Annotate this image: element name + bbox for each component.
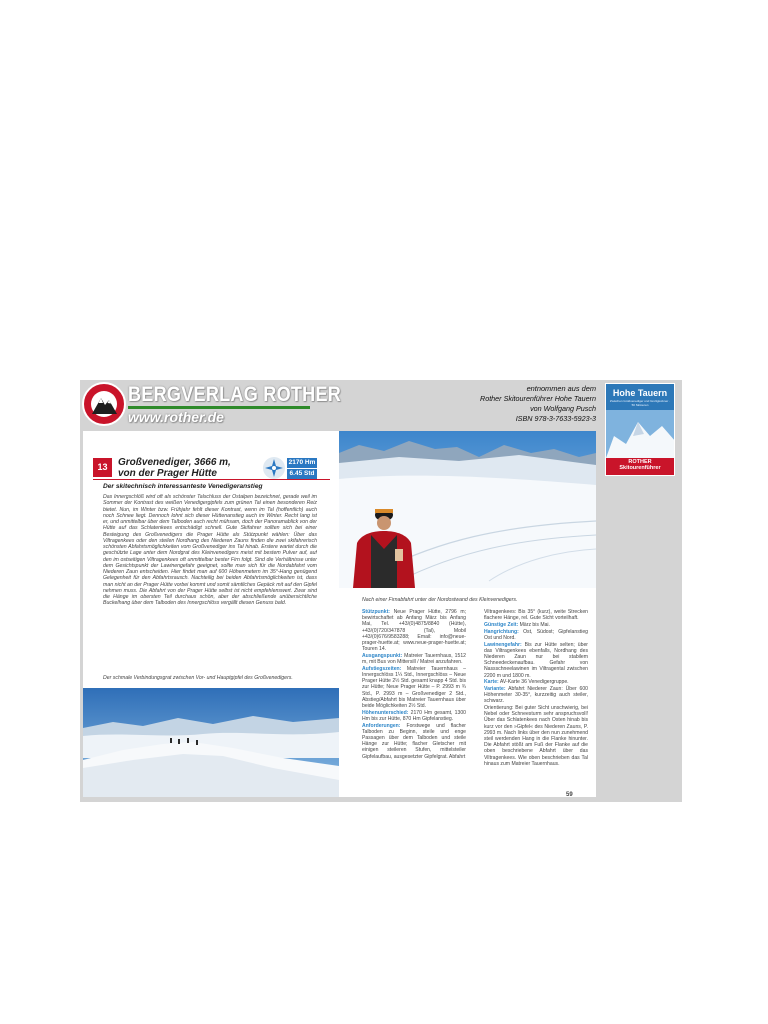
fact-entry <box>484 642 588 679</box>
source-line: Rother Skitourenführer Hohe Tauern <box>480 394 596 403</box>
photo-caption: Nach einer Firnabfahrt unter der Nordostwand des Kleinvenedigers. <box>362 597 518 603</box>
fact-entry <box>484 609 588 621</box>
fact-text: Ost, Südost; Gipfelanstieg Ost und Nord. <box>484 628 588 641</box>
tour-title-line: Großvenediger, 3666 m, <box>118 457 231 468</box>
fact-text: März bis Mai. <box>519 621 550 628</box>
photo-caption: Der schmale Verbindungsgrat zwischen Vor- und Hauptgipfel des Großvenedigers. <box>103 675 293 681</box>
fact-entry <box>362 723 466 760</box>
fact-text: Orientierung: Bei guter Sicht unschwierig, bei Nebel oder Schneesturm sehr anspruchsvoll! Über das Schlatenkees nach Osten hinab bis kurz vor den »Gipfel« des Niederen Zauns, P. 2993 m. Nach links über den nun zunehmend steil werdenden Hang in die Flanke hinunter. Die Abfahrt stößt am Fuß der Flanke auf die oben beschriebene Abfahrt über das Viltragenkees. Wie oben beschrieben das Tal hinaus zum Matreier Tauernhaus. <box>484 705 588 767</box>
fact-label: Günstige Zeit: <box>484 621 519 628</box>
rother-logo-icon <box>82 382 126 426</box>
fact-text: Viltragenkees: Bis 35° (kurz), weite Strecken flachere Hänge, rel. Gute Sicht vorteilhaft. <box>484 609 588 622</box>
tour-subtitle: Der skitechnisch interessanteste Venedigeranstieg <box>103 483 263 490</box>
fact-entry <box>484 679 588 685</box>
ascent-badge: 2170 Hm <box>288 459 316 466</box>
source-line: entnommen aus dem <box>526 384 596 393</box>
fact-label: Höhenunterschied: <box>362 709 409 716</box>
fact-entry <box>362 653 466 665</box>
tour-number: 13 <box>93 458 112 477</box>
book-cover[interactable] <box>605 383 675 476</box>
cover-brand-name: ROTHER <box>628 459 652 465</box>
fact-text: Bis zur Hütte selten; über das Viltragenkees ebenfalls, Nordhang des Niederen Zaun nur bei stabilem Schneedeckenaufbau. Gefahr von Nassschneelawinen im Viltragental zwischen 2200 m und 1800 m. <box>484 641 588 679</box>
fact-label: Ausgangspunkt: <box>362 652 403 659</box>
brand-name: BERGVERLAG ROTHER <box>128 383 342 406</box>
cover-series: Skitourenführer <box>619 465 661 471</box>
fact-entry <box>362 710 466 722</box>
fact-entry <box>484 705 588 767</box>
fact-label: Stützpunkt: <box>362 609 391 615</box>
ridge-photo <box>83 688 339 797</box>
fact-entry <box>362 609 466 652</box>
fact-label: Variante: <box>484 685 506 692</box>
tour-title-line: von der Prager Hütte <box>118 468 217 479</box>
fact-entry <box>484 686 588 705</box>
source-note <box>480 384 596 424</box>
source-line: ISBN 978-3-7633-5923-3 <box>515 414 596 423</box>
fact-label: Anforderungen: <box>362 722 401 729</box>
fact-label: Karte: <box>484 679 499 686</box>
fact-text: Abfahrt Niederer Zaun: Über 600 Höhenmeter 30-35°, kurzzeitig auch steiler, schwarz. <box>484 685 588 705</box>
fact-label: Hangrichtung: <box>484 628 519 635</box>
fact-entry <box>484 622 588 628</box>
fact-text: Forstwege und flacher Talboden zu Beginn, steile und enge Passagen über dem Talboden und steile Hänge zur Hütte; flacher Gletscher mit einigen steileren Stufen, mittelsteiler Gipfelaufbau, ausgesetzter Gipfelgrat. Abfahrt <box>362 722 466 760</box>
facts-column-2 <box>484 609 588 797</box>
fact-text: Neue Prager Hütte, 2796 m; bewirtschaftet ab Anfang März bis Anfang Mai, Tel. +43/(0)4875/8840 (Hütte), +43/(0)720/347878 (Tal), Mobil +43/(0)676/9583288; Email: info@neue-prager-huette.at; www.neue-prager-huette.at; Touren 14. <box>362 609 466 653</box>
intro-text <box>103 494 317 662</box>
tour-title <box>118 457 231 479</box>
fact-text: Matreier Tauernhaus – Innergschlöss 1¼ Std., Innergschlöss – Neue Prager Hütte 2½ Std. gesamt knapp 4 Std. bis zur Hütte; Neue Prager Hütte – P. 2993 m ¾ Std., P. 2993 m – Großvenediger 2 Std., Abstieg/Abfahrt bis Matreier Tauernhaus über beide Möglichkeiten 2½ Std. <box>362 665 466 710</box>
intro-paragraph: Das Innergschlöß wird oft als schönster Talschluss der Ostalpen bezeichnet, gerade weil im Sommer der Kontrast des weißen Venedigergipfels zum grünen Tal einen besonderen Reiz bietet. Nun, im Winter bzw. Frühjahr fehlt dieser Kontrast, wenn im Tal (hoffentlich) auch noch Schnee liegt. Dennoch lohnt sich dieser Hüttenanstieg auch im Winter. Recht lang ist er, und unmittelbar über dem Talboden auch recht mühsam, doch der Panoramablick von der Hütte auf das Schlatenkees entschädigt schnell. Gute Skifahrer sollten sich bei einer Besteigung des Großvenedigers die Prager Hütte als Stützpunkt wählen: Über das Viltragenkees oder den steilen Nordhang des Niederen Zauns finden die zwei skifahrerisch schönsten Abfahrtsmöglichkeiten vom Großvenediger ins Tal hinab. Erstere wartet durch die geschützte Lage unter dem Nordgrat des Kleinvenedigers meist mit bestem Pulver auf, auf den im ostseitigen Viltragenkees oft unmittelbar bester Firn folgt. Sind die Verhältnisse unter dem Gesichtspunkt der Lawinengefahr geeignet, sollte man sich für die Nordabfahrt vom Niederen Zaun entscheiden. Hier findet man auf 600 Höhenmetern im 35°-Hang genügend Gelegenheit für den Abfahrtsrausch. Nachteilig bei beiden Abfahrtsmöglichkeiten ist, dass man nicht an der Prager Hütte vorbei kommt und somit sämtliches Gepäck mit auf den Gipfel nehmen muss. Die Abfahrt von der Prager Hütte selbst ist nicht empfehlenswert. Zwar sind die Hänge im obersten Teil durchaus schön, aber der abschließende unübersichtliche Buckelhang über dem Talboden des Innergschlöss vergällt diesen Genuss bald. <box>103 494 317 607</box>
brand-url[interactable]: www.rother.de <box>128 409 224 425</box>
fact-entry <box>362 666 466 709</box>
skier-photo <box>339 431 596 588</box>
facts-column-1 <box>362 609 466 797</box>
duration-badge: 6.45 Std <box>287 469 317 479</box>
compass-icon <box>263 457 285 479</box>
fact-text: Matreier Tauernhaus, 1512 m, mit Bus von Mittersill / Matrei anzufahren. <box>362 652 466 666</box>
cover-title: Hohe Tauern <box>612 388 668 398</box>
fact-entry <box>484 629 588 641</box>
fact-label: Aufstiegszeiten: <box>362 665 402 672</box>
fact-text: 2170 Hm gesamt, 1300 Hm bis zur Hütte, 870 Hm Gipfelanstieg. <box>362 709 466 722</box>
page-number: 59 <box>566 792 573 798</box>
source-line: von Wolfgang Pusch <box>530 404 596 413</box>
cover-subtitle: Zwischen Großvenediger und Großglockner · 50 Skitouren <box>609 399 671 407</box>
fact-label: Lawinengefahr: <box>484 641 522 648</box>
fact-text: AV-Karte 36 Venedigergruppe. <box>499 679 569 686</box>
title-rule <box>93 479 330 480</box>
cover-brand <box>606 459 674 471</box>
